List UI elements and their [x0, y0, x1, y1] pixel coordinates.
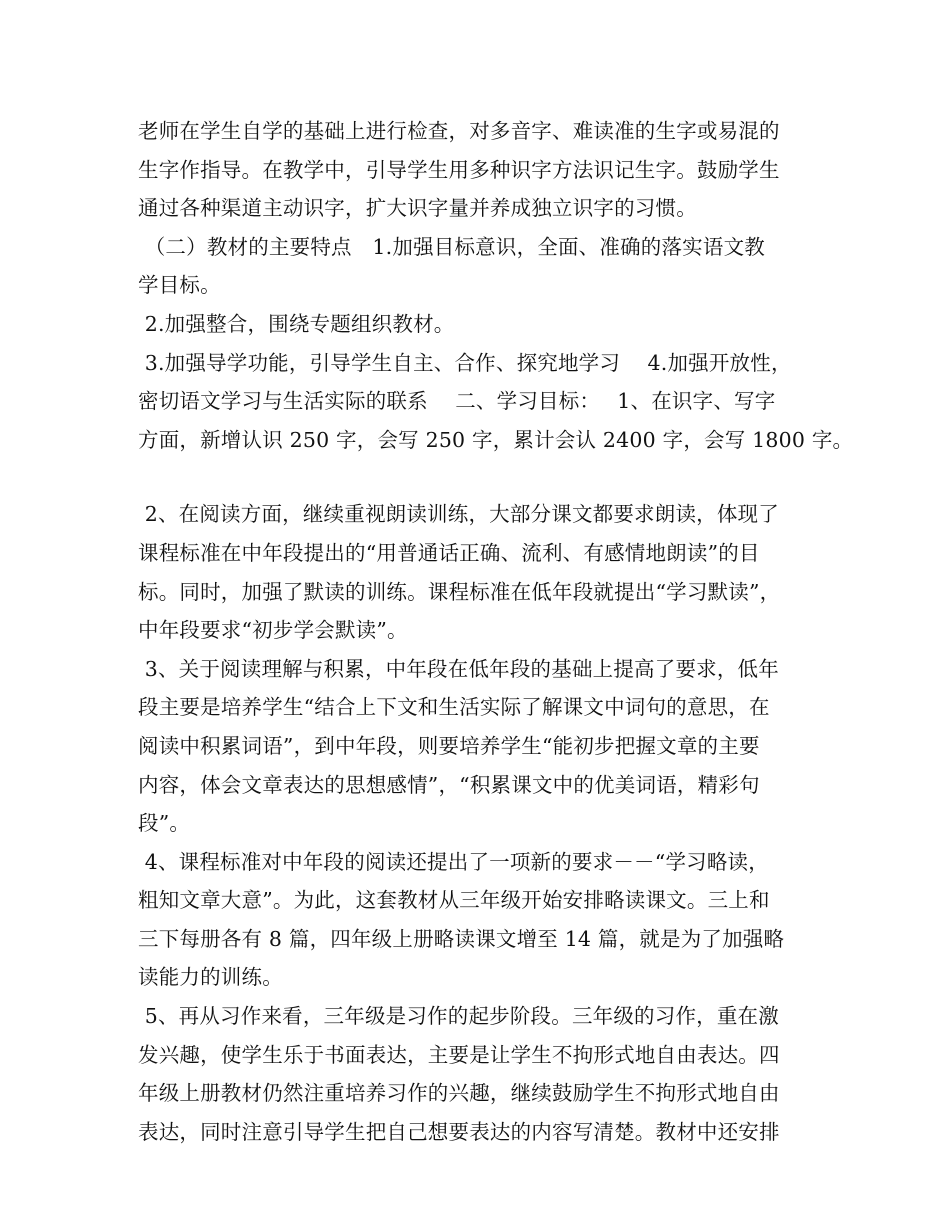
text-line: 表达，同时注意引导学生把自己想要表达的内容写清楚。教材中还安排 [138, 1119, 780, 1144]
text-line: 2、在阅读方面，继续重视朗读训练，大部分课文都要求朗读，体现了 [138, 502, 779, 527]
text-line: （二）教材的主要特点 1.加强目标意识，全面、准确的落实语文教 [138, 234, 765, 259]
text-line: 阅读中积累词语”，到中年段，则要培养学生“能初步把握文章的主要 [138, 733, 760, 758]
text-line: 三下每册各有 8 篇，四年级上册略读课文增至 14 篇，就是为了加强略 [138, 926, 785, 951]
text-line: 段”。 [138, 811, 191, 836]
text-line: 3、关于阅读理解与积累，中年段在低年段的基础上提高了要求，低年 [138, 656, 779, 681]
paragraph-spacer [138, 459, 828, 495]
text-line: 段主要是培养学生“结合上下文和生活实际了解课文中词句的意思，在 [138, 695, 770, 720]
document-body [138, 112, 854, 1151]
text-line: 5、再从习作来看，三年级是习作的起步阶段。三年级的习作，重在激 [138, 1004, 779, 1029]
text-line: 年级上册教材仍然注重培养习作的兴趣，继续鼓励学生不拘形式地自由 [138, 1081, 780, 1106]
text-line: 方面，新增认识 250 字，会写 250 字，累计会认 2400 字，会写 1800 字。 [138, 427, 854, 452]
text-line: 中年段要求“初步学会默读”。 [138, 618, 408, 643]
text-line: 2.加强整合，围绕专题组织教材。 [138, 311, 455, 336]
text-line: 通过各种渠道主动识字，扩大识字量并养成独立识字的习惯。 [138, 196, 697, 221]
text-line: 老师在学生自学的基础上进行检查，对多音字、难读准的生字或易混的 [138, 119, 780, 143]
text-line: 课程标准在中年段提出的“用普通话正确、流利、有感情地朗读”的目 [138, 540, 760, 565]
text-line: 发兴趣，使学生乐于书面表达，主要是让学生不拘形式地自由表达。四 [138, 1042, 780, 1067]
text-line: 3.加强导学功能，引导学生自主、合作、探究地学习 4.加强开放性， [138, 350, 792, 375]
text-line: 标。同时，加强了默读的训练。课程标准在低年段就提出“学习默读”， [138, 579, 781, 604]
text-line: 内容，体会文章表达的思想感情”，“积累课文中的优美词语，精彩句 [138, 772, 760, 797]
text-line: 粗知文章大意”。为此，这套教材从三年级开始安排略读课文。三上和 [138, 888, 770, 913]
text-line: 读能力的训练。 [138, 965, 283, 990]
text-line: 生字作指导。在教学中，引导学生用多种识字方法识记生字。鼓励学生 [138, 157, 780, 182]
text-line: 密切语文学习与生活实际的联系 二、学习目标： 1、在识字、写字 [138, 389, 776, 414]
text-line: 4、课程标准对中年段的阅读还提出了一项新的要求－－“学习略读， [138, 849, 769, 874]
text-line: 学目标。 [138, 273, 221, 298]
